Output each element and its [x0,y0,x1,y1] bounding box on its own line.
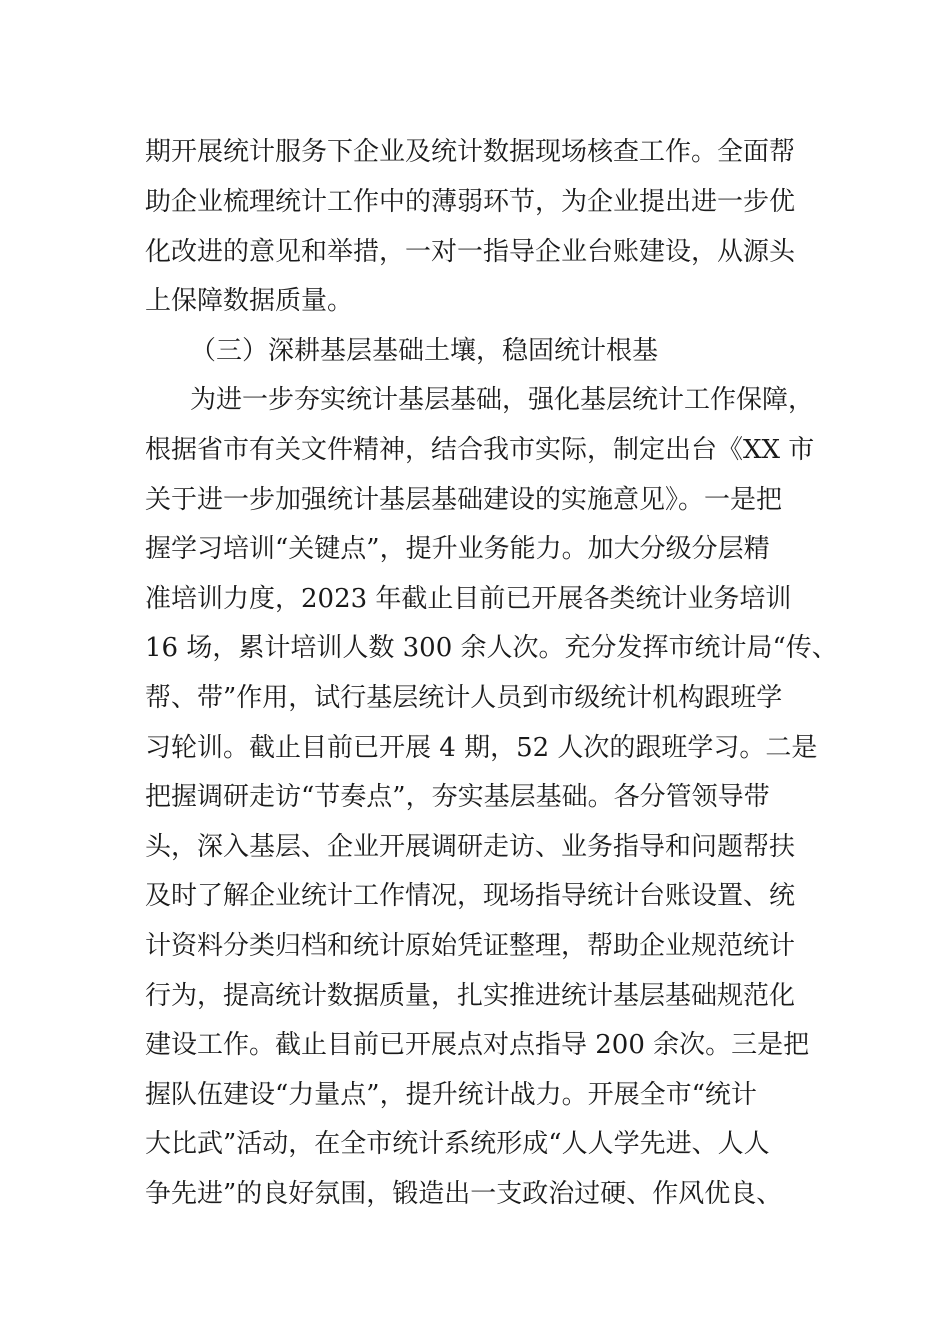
text-line: 准培训力度，2023 年截止目前已开展各类统计业务培训 [145,584,792,614]
text-line: 行为，提高统计数据质量，扎实推进统计基层基础规范化 [145,981,796,1011]
text-line: 帮、带”作用，试行基层统计人员到市级统计机构跟班学 [145,683,783,713]
text-line: 16 场，累计培训人数 300 余人次。充分发挥市统计局“传、 [145,633,838,663]
text-line: 把握调研走访“节奏点”，夯实基层基础。各分管领导带 [145,782,770,812]
text-line: 根据省市有关文件精神，结合我市实际，制定出台《XX 市 [145,435,815,465]
text-line: 期开展统计服务下企业及统计数据现场核查工作。全面帮 [145,137,796,167]
text-line: 争先进”的良好氛围，锻造出一支政治过硬、作风优良、 [145,1179,783,1209]
text-line: 习轮训。截止目前已开展 4 期，52 人次的跟班学习。二是 [145,733,818,763]
text-line: 计资料分类归档和统计原始凭证整理，帮助企业规范统计 [145,931,796,961]
text-line: 为进一步夯实统计基层基础，强化基层统计工作保障， [190,385,815,415]
text-line: 建设工作。截止目前已开展点对点指导 200 余次。三是把 [145,1030,810,1060]
text-line: 大比武”活动，在全市统计系统形成“人人学先进、人人 [145,1129,770,1159]
text-line: 上保障数据质量。 [145,286,354,316]
text-line: 及时了解企业统计工作情况，现场指导统计台账设置、统 [145,881,796,911]
text-line: 头，深入基层、企业开展调研走访、业务指导和问题帮扶 [145,832,796,862]
text-line: 化改进的意见和举措，一对一指导企业台账建设，从源头 [145,237,796,267]
text-line: 助企业梳理统计工作中的薄弱环节，为企业提出进一步优 [145,187,796,217]
text-line: 握队伍建设“力量点”，提升统计战力。开展全市“统计 [145,1080,757,1110]
text-line: 握学习培训“关键点”，提升业务能力。加大分级分层精 [145,534,770,564]
section-heading: （三）深耕基层基础土壤，稳固统计根基 [190,336,659,366]
text-line: 关于进一步加强统计基层基础建设的实施意见》。一是把 [145,485,783,515]
